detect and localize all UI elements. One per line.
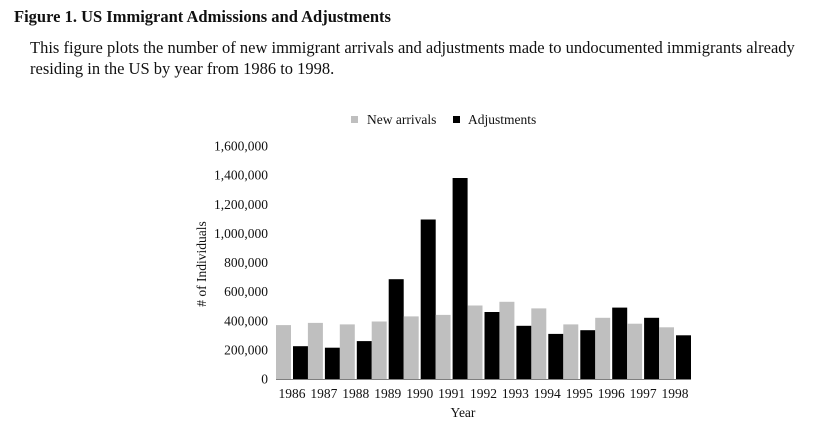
- bar-new-arrivals-1994: [531, 308, 546, 379]
- figure-caption: This figure plots the number of new immigrant arrivals and adjustments made to undocumented immigrants already residing in the US by year from 1986 to 1998.: [30, 38, 795, 78]
- bars: [276, 178, 691, 379]
- y-tick-label: 1,600,000: [214, 138, 268, 154]
- bar-new-arrivals-1987: [308, 323, 323, 379]
- y-axis-tick-labels: [214, 139, 268, 387]
- bar-adjustments-1995: [580, 330, 595, 379]
- legend: [351, 112, 536, 127]
- bar-new-arrivals-1988: [340, 324, 355, 379]
- bar-adjustments-1990: [421, 220, 436, 380]
- x-tick-label: 1990: [406, 386, 434, 401]
- y-tick-label: 400,000: [224, 313, 268, 329]
- bar-adjustments-1994: [548, 334, 563, 379]
- bar-new-arrivals-1992: [468, 306, 483, 380]
- x-tick-label: 1997: [629, 386, 657, 401]
- y-tick-label: 1,400,000: [214, 167, 268, 183]
- legend-swatch-new-arrivals: [351, 116, 358, 123]
- bar-new-arrivals-1995: [563, 324, 578, 379]
- y-tick-label: 1,200,000: [214, 196, 268, 212]
- y-tick-label: 200,000: [224, 342, 268, 358]
- x-tick-label: 1993: [501, 386, 529, 401]
- x-tick-label: 1995: [565, 386, 593, 401]
- bar-adjustments-1992: [485, 312, 500, 379]
- legend-label-adjustments: Adjustments: [468, 112, 537, 127]
- bar-adjustments-1988: [357, 341, 372, 379]
- x-tick-label: 1992: [470, 386, 497, 401]
- bar-new-arrivals-1997: [627, 324, 642, 379]
- bar-adjustments-1996: [612, 308, 627, 379]
- y-tick-label: 600,000: [224, 284, 268, 300]
- x-axis-label: Year: [450, 405, 476, 420]
- bar-adjustments-1987: [325, 348, 340, 379]
- bar-adjustments-1993: [516, 326, 531, 379]
- x-tick-label: 1996: [597, 386, 625, 401]
- x-tick-label: 1988: [342, 386, 370, 401]
- bar-new-arrivals-1986: [276, 325, 291, 379]
- y-tick-label: 800,000: [224, 255, 268, 270]
- legend-label-new-arrivals: New arrivals: [367, 112, 437, 127]
- bar-adjustments-1998: [676, 335, 691, 379]
- y-tick-label: 1,000,000: [214, 225, 268, 241]
- figure-title: Figure 1. US Immigrant Admissions and Adjustments: [14, 7, 391, 26]
- bar-new-arrivals-1998: [659, 327, 674, 379]
- bar-new-arrivals-1991: [436, 315, 451, 379]
- x-tick-label: 1998: [661, 386, 689, 401]
- bar-new-arrivals-1990: [404, 316, 419, 379]
- x-tick-label: 1994: [533, 386, 561, 401]
- bar-adjustments-1989: [389, 279, 404, 379]
- bar-adjustments-1997: [644, 318, 659, 379]
- bar-adjustments-1986: [293, 346, 308, 379]
- x-tick-label: 1986: [278, 386, 306, 401]
- bar-new-arrivals-1996: [595, 318, 610, 379]
- bar-new-arrivals-1993: [499, 302, 514, 379]
- x-tick-label: 1987: [310, 386, 338, 401]
- x-tick-label: 1989: [374, 386, 402, 401]
- y-tick-label: 0: [261, 371, 268, 387]
- x-tick-label: 1991: [438, 386, 466, 401]
- legend-swatch-adjustments: [453, 116, 460, 123]
- x-axis-tick-labels: [279, 386, 689, 401]
- y-axis-label: # of Individuals: [194, 221, 209, 307]
- bar-new-arrivals-1989: [372, 322, 387, 380]
- bar-adjustments-1991: [453, 178, 468, 379]
